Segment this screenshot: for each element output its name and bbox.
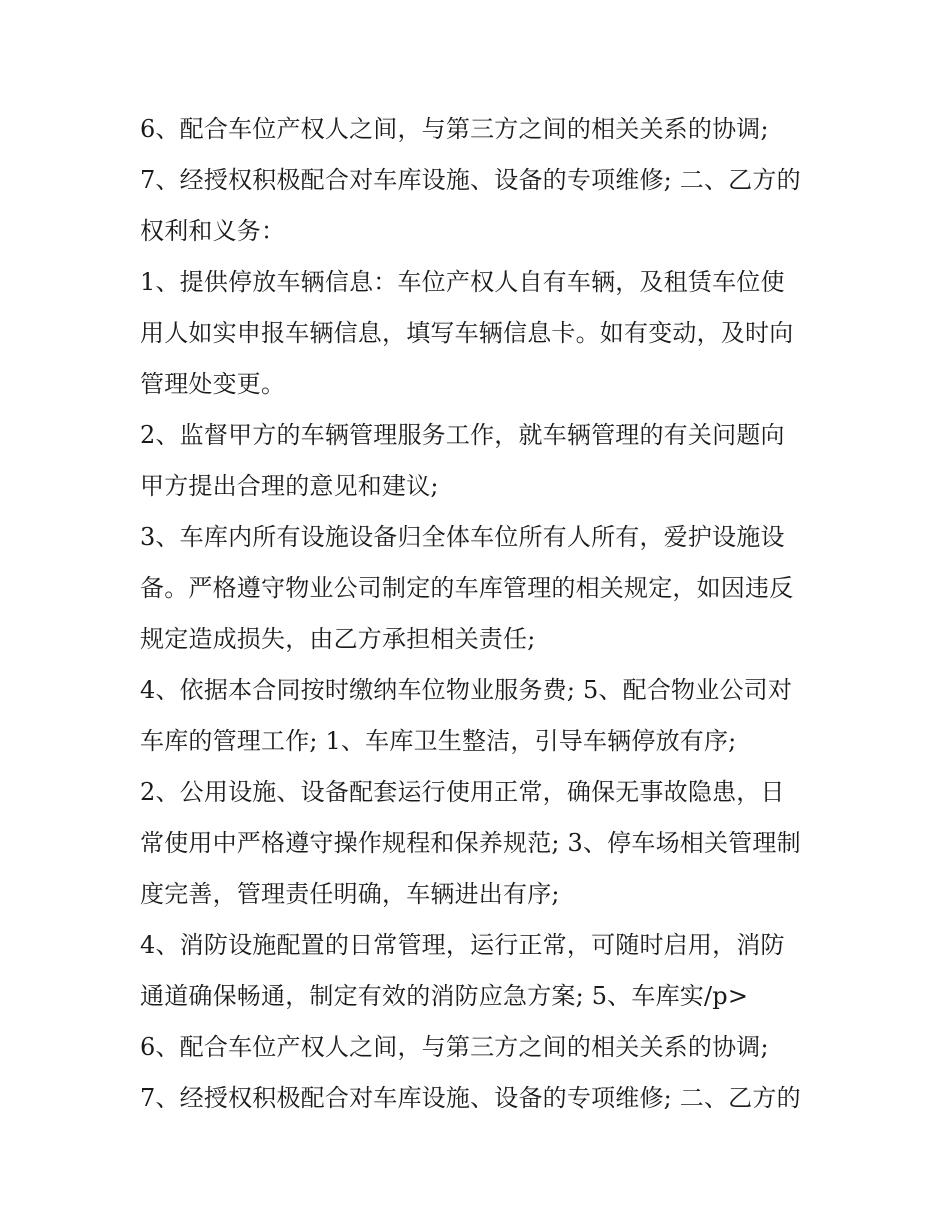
text-line: 1、提供停放车辆信息：车位产权人自有车辆，及租赁车位使 (140, 268, 785, 296)
text-line: 7、经授权积极配合对车库设施、设备的专项维修; 二、乙方的 (140, 1084, 801, 1112)
text-line: 常使用中严格遵守操作规程和保养规范; 3、停车场相关管理制 (140, 829, 801, 857)
text-line: 用人如实申报车辆信息，填写车辆信息卡。如有变动，及时向 (140, 319, 794, 347)
text-line: 2、公用设施、设备配套运行使用正常，确保无事故隐患，日 (140, 778, 785, 806)
text-line: 4、依据本合同按时缴纳车位物业服务费; 5、配合物业公司对 (140, 676, 793, 704)
text-line: 管理处变更。 (140, 370, 286, 398)
text-line: 4、消防设施配置的日常管理，运行正常，可随时启用，消防 (140, 931, 785, 959)
text-line: 度完善，管理责任明确，车辆进出有序; (140, 880, 560, 908)
text-line: 6、配合车位产权人之间，与第三方之间的相关关系的协调; (140, 1033, 769, 1061)
text-line: 7、经授权积极配合对车库设施、设备的专项维修; 二、乙方的 (140, 166, 801, 194)
document-body (140, 104, 820, 1124)
text-line: 甲方提出合理的意见和建议; (140, 472, 439, 500)
text-line: 2、监督甲方的车辆管理服务工作，就车辆管理的有关问题向 (140, 421, 785, 449)
text-line: 3、车库内所有设施设备归全体车位所有人所有，爱护设施设 (140, 523, 785, 551)
text-line: 6、配合车位产权人之间，与第三方之间的相关关系的协调; (140, 115, 769, 143)
text-line: 车库的管理工作; 1、车库卫生整洁，引导车辆停放有序; (140, 727, 737, 755)
text-line: 通道确保畅通，制定有效的消防应急方案; 5、车库实/p> (140, 982, 749, 1010)
text-line: 规定造成损失，由乙方承担相关责任; (140, 625, 536, 653)
text-line: 权利和义务： (140, 217, 286, 245)
text-line: 备。严格遵守物业公司制定的车库管理的相关规定，如因违反 (140, 574, 794, 602)
